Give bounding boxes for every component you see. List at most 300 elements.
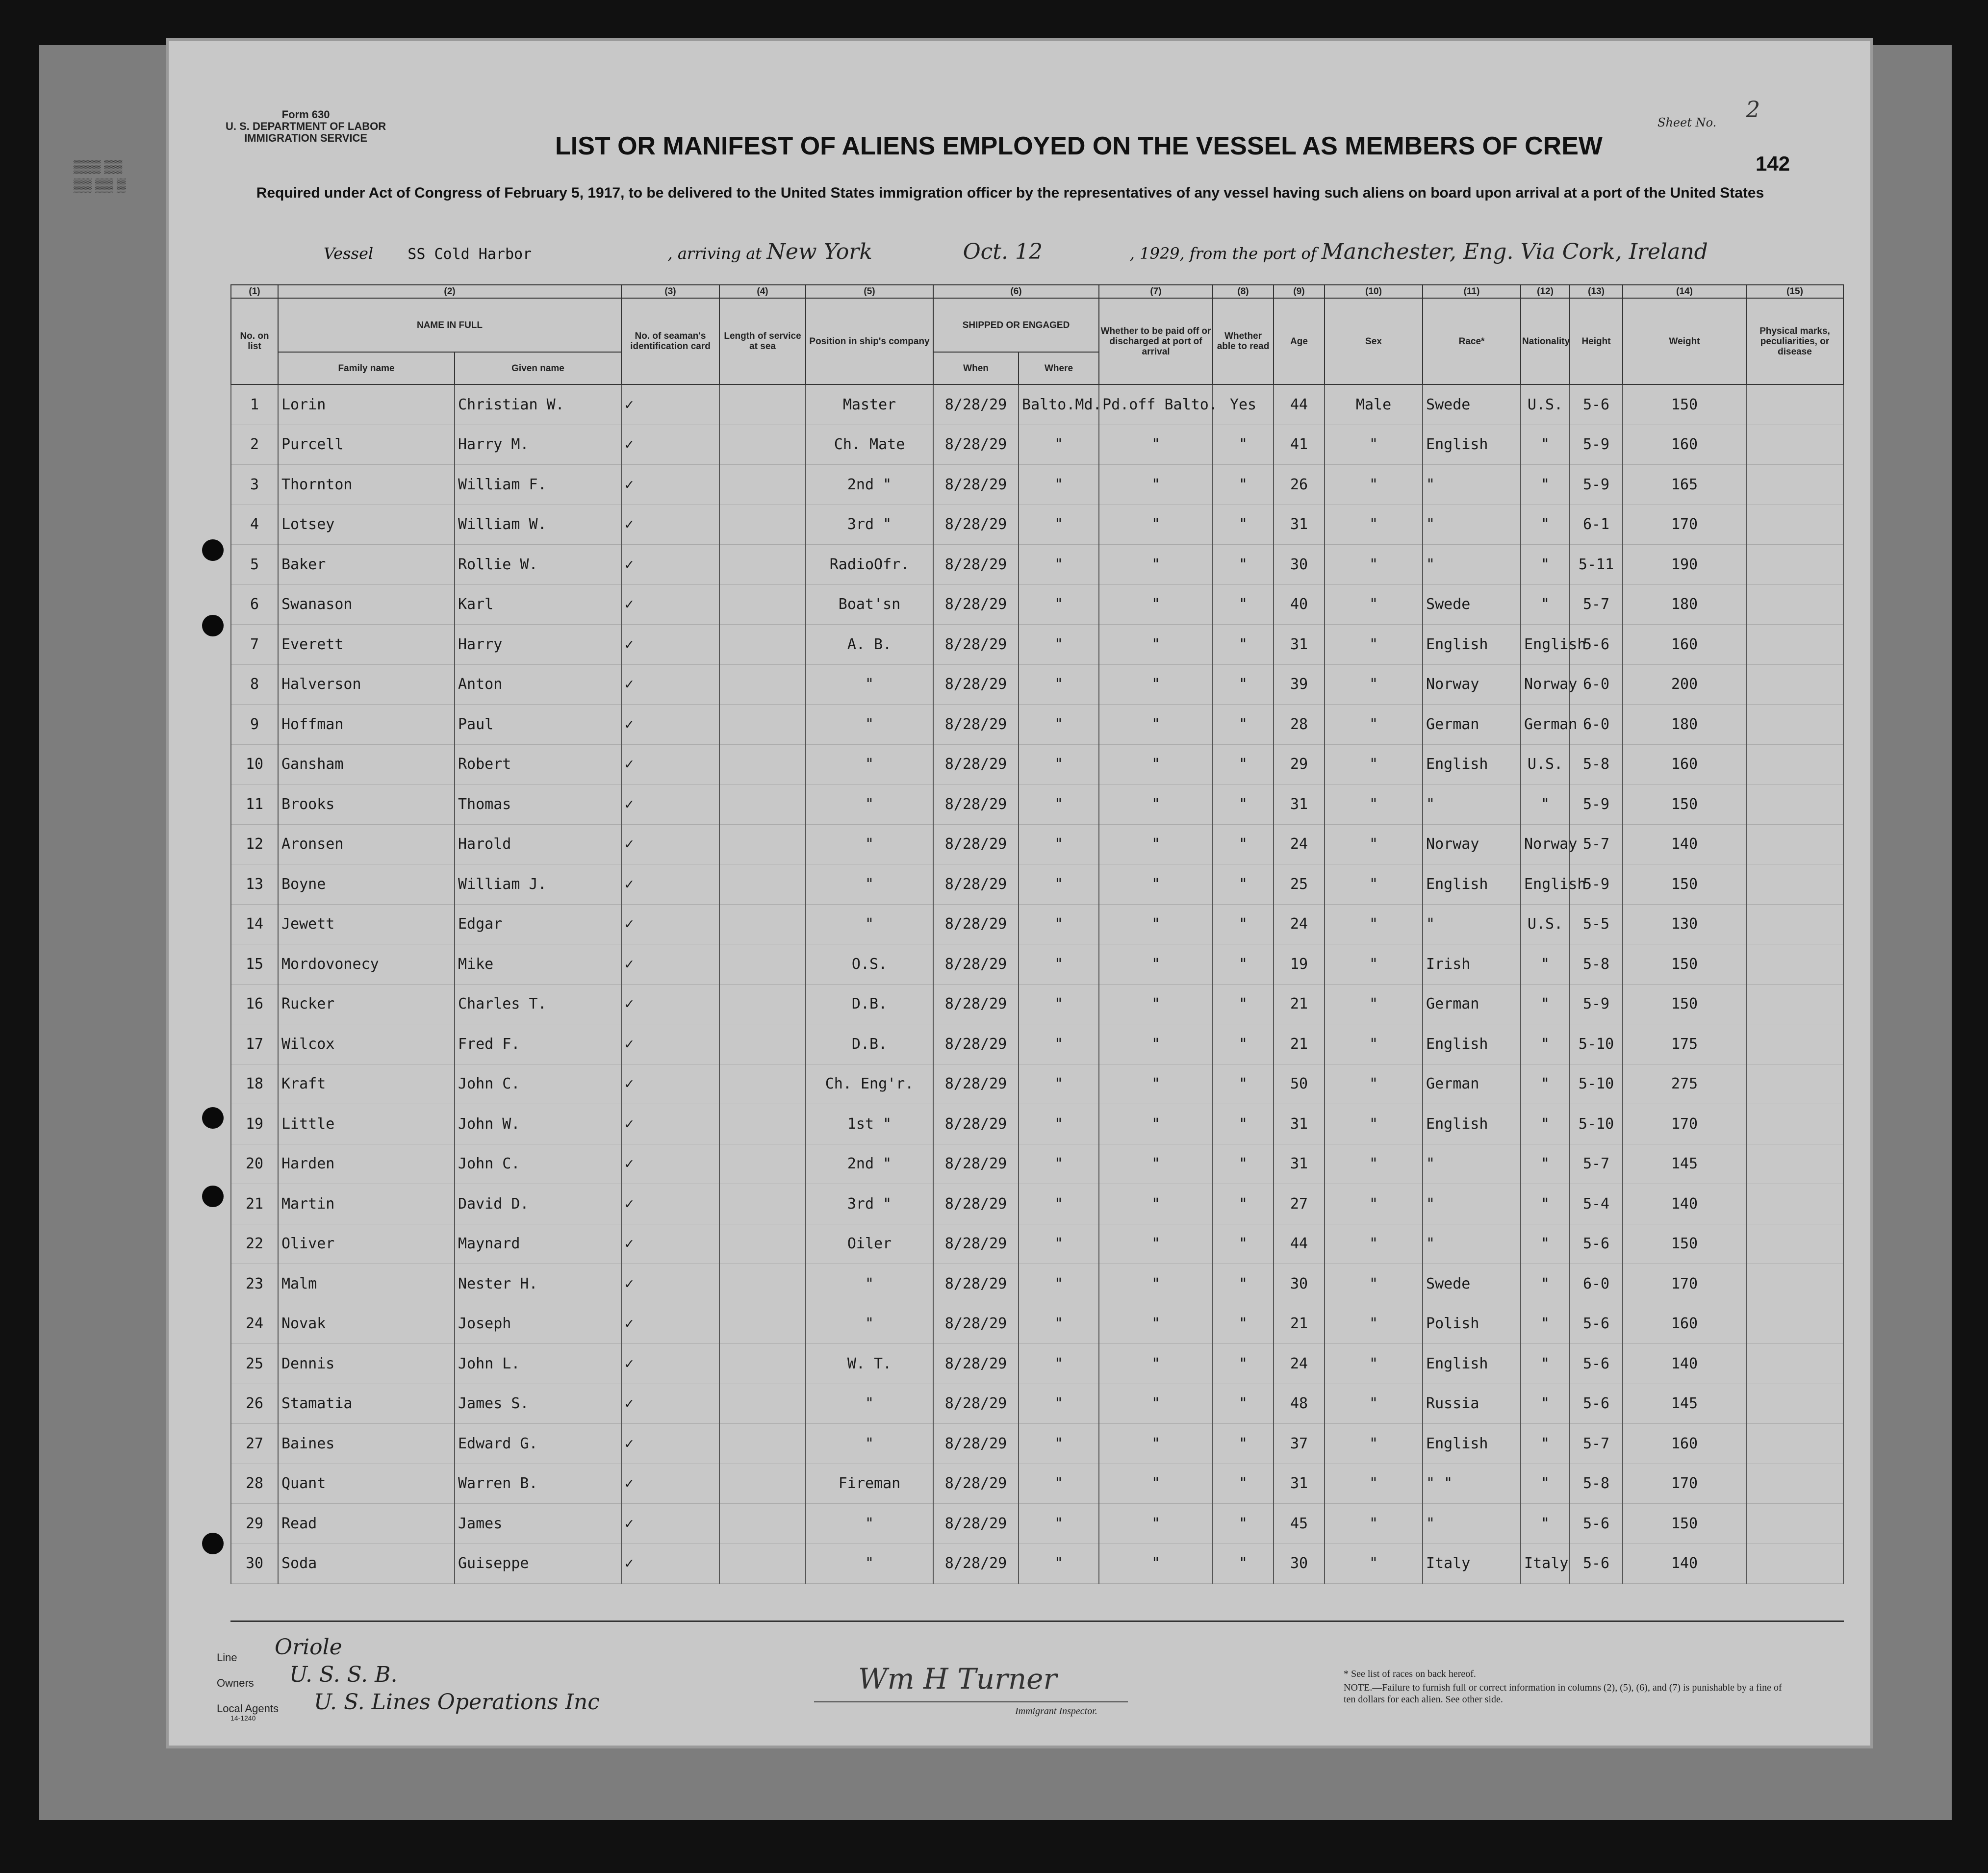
cell-when: 8/28/29 — [933, 824, 1019, 864]
cell-given: Harold — [455, 824, 621, 864]
cell-family: Purcell — [278, 425, 455, 465]
cell-length-service — [719, 1384, 806, 1424]
cell-family: Thornton — [278, 465, 455, 505]
column-number: (14) — [1623, 285, 1746, 298]
cell-empty — [1746, 1344, 1843, 1384]
cell-empty — [1746, 545, 1843, 585]
cell-height: 5-6 — [1570, 625, 1623, 665]
cell-empty — [1746, 1224, 1843, 1264]
cell-where: " — [1019, 785, 1099, 825]
cell-check: ✓ — [621, 1064, 719, 1104]
cell-read: " — [1213, 1464, 1274, 1504]
cell-position: D.B. — [806, 984, 933, 1024]
owners-label: Owners — [217, 1677, 254, 1689]
cell-age: 50 — [1274, 1064, 1325, 1104]
signature-line — [814, 1701, 1128, 1702]
cell-empty — [1746, 1304, 1843, 1344]
cell-weight: 170 — [1623, 505, 1746, 545]
crew-rows — [231, 384, 1843, 1584]
cell-race: Irish — [1423, 944, 1521, 985]
cell-paid: " — [1099, 1264, 1213, 1304]
cell-height: 6-0 — [1570, 664, 1623, 705]
cell-no: 13 — [231, 864, 278, 905]
cell-sex: " — [1325, 944, 1423, 985]
cell-read: " — [1213, 465, 1274, 505]
cell-race: German — [1423, 705, 1521, 745]
cell-sex: " — [1325, 1504, 1423, 1544]
cell-when: 8/28/29 — [933, 625, 1019, 665]
cell-age: 37 — [1274, 1424, 1325, 1464]
cell-position: 3rd " — [806, 505, 933, 545]
cell-weight: 180 — [1623, 705, 1746, 745]
cell-position: Ch. Mate — [806, 425, 933, 465]
cell-empty — [1746, 824, 1843, 864]
cell-paid: " — [1099, 904, 1213, 944]
cell-position: 2nd " — [806, 1144, 933, 1184]
cell-weight: 170 — [1623, 1104, 1746, 1144]
cell-where: " — [1019, 1304, 1099, 1344]
cell-race: Russia — [1423, 1384, 1521, 1424]
cell-where: " — [1019, 984, 1099, 1024]
cell-when: 8/28/29 — [933, 545, 1019, 585]
cell-weight: 140 — [1623, 1344, 1746, 1384]
cell-position: Ch. Eng'r. — [806, 1064, 933, 1104]
cell-where: " — [1019, 744, 1099, 785]
cell-nationality: " — [1521, 584, 1570, 625]
cell-race: Swede — [1423, 1264, 1521, 1304]
cell-position: 1st " — [806, 1104, 933, 1144]
cell-sex: " — [1325, 1104, 1423, 1144]
cell-length-service — [719, 705, 806, 745]
cell-where: " — [1019, 1264, 1099, 1304]
cell-height: 5-4 — [1570, 1184, 1623, 1224]
cell-given: David D. — [455, 1184, 621, 1224]
cell-no: 16 — [231, 984, 278, 1024]
cell-family: Read — [278, 1504, 455, 1544]
cell-empty — [1746, 1144, 1843, 1184]
cell-read: " — [1213, 1264, 1274, 1304]
cell-no: 17 — [231, 1024, 278, 1064]
cell-when: 8/28/29 — [933, 1504, 1019, 1544]
cell-when: 8/28/29 — [933, 1544, 1019, 1584]
cell-read: " — [1213, 1104, 1274, 1144]
cell-nationality: " — [1521, 425, 1570, 465]
cell-weight: 160 — [1623, 625, 1746, 665]
cell-paid: " — [1099, 1424, 1213, 1464]
cell-family: Aronsen — [278, 824, 455, 864]
cell-sex: " — [1325, 584, 1423, 625]
cell-length-service — [719, 505, 806, 545]
cell-read: Yes — [1213, 384, 1274, 425]
cell-check: ✓ — [621, 1184, 719, 1224]
cell-race: English — [1423, 1024, 1521, 1064]
cell-read: " — [1213, 1144, 1274, 1184]
cell-given: Edgar — [455, 904, 621, 944]
cell-sex: " — [1325, 1544, 1423, 1584]
cell-when: 8/28/29 — [933, 864, 1019, 905]
cell-where: " — [1019, 1464, 1099, 1504]
cell-family: Kraft — [278, 1064, 455, 1104]
cell-paid: " — [1099, 944, 1213, 985]
cell-age: 26 — [1274, 465, 1325, 505]
cell-age: 30 — [1274, 545, 1325, 585]
cell-no: 21 — [231, 1184, 278, 1224]
cell-check: ✓ — [621, 1024, 719, 1064]
vessel-label: Vessel — [324, 244, 374, 263]
cell-read: " — [1213, 1384, 1274, 1424]
table-row — [231, 1104, 1843, 1144]
cell-position: " — [806, 1424, 933, 1464]
cell-paid: " — [1099, 1144, 1213, 1184]
cell-given: Maynard — [455, 1224, 621, 1264]
cell-position: Oiler — [806, 1224, 933, 1264]
column-header-row — [231, 298, 1843, 352]
cell-age: 44 — [1274, 384, 1325, 425]
local-agents-label: Local Agents — [217, 1702, 279, 1715]
cell-age: 31 — [1274, 505, 1325, 545]
col-height: Height — [1570, 298, 1623, 384]
punch-hole — [202, 615, 224, 636]
cell-sex: " — [1325, 1424, 1423, 1464]
cell-check: ✓ — [621, 664, 719, 705]
cell-position: D.B. — [806, 1024, 933, 1064]
cell-given: Karl — [455, 584, 621, 625]
cell-sex: " — [1325, 1184, 1423, 1224]
cell-where: " — [1019, 1104, 1099, 1144]
cell-race: " " — [1423, 1464, 1521, 1504]
cell-check: ✓ — [621, 384, 719, 425]
cell-check: ✓ — [621, 1304, 719, 1344]
cell-paid: " — [1099, 705, 1213, 745]
cell-empty — [1746, 584, 1843, 625]
cell-race: " — [1423, 904, 1521, 944]
cell-no: 30 — [231, 1544, 278, 1584]
cell-when: 8/28/29 — [933, 1384, 1019, 1424]
cell-race: Swede — [1423, 384, 1521, 425]
cell-sex: " — [1325, 904, 1423, 944]
cell-paid: " — [1099, 744, 1213, 785]
cell-given: William W. — [455, 505, 621, 545]
cell-race: English — [1423, 1344, 1521, 1384]
table-row — [231, 1504, 1843, 1544]
cell-given: Nester H. — [455, 1264, 621, 1304]
cell-weight: 275 — [1623, 1064, 1746, 1104]
cell-family: Harden — [278, 1144, 455, 1184]
line-label: Line — [217, 1651, 237, 1664]
cell-weight: 175 — [1623, 1024, 1746, 1064]
cell-length-service — [719, 864, 806, 905]
cell-length-service — [719, 1144, 806, 1184]
cell-read: " — [1213, 1504, 1274, 1544]
cell-no: 4 — [231, 505, 278, 545]
cell-race: Norway — [1423, 824, 1521, 864]
table-row — [231, 705, 1843, 745]
cell-race: English — [1423, 864, 1521, 905]
cell-height: 5-8 — [1570, 944, 1623, 985]
partial-stamp: ▒▒▒ ▒▒ ▒▒ ▒▒ ▒ — [74, 159, 126, 192]
cell-empty — [1746, 785, 1843, 825]
cell-age: 31 — [1274, 1464, 1325, 1504]
cell-paid: Pd.off Balto. — [1099, 384, 1213, 425]
table-row — [231, 545, 1843, 585]
page-subtitle: Required under Act of Congress of February 5, 1917, to be delivered to the United States immigration officer by the representatives of any vessel having such aliens on board upon arrival at a port of the United States — [256, 185, 1764, 201]
cell-no: 22 — [231, 1224, 278, 1264]
cell-position: " — [806, 1264, 933, 1304]
cell-age: 19 — [1274, 944, 1325, 985]
cell-paid: " — [1099, 425, 1213, 465]
cell-read: " — [1213, 584, 1274, 625]
cell-nationality: " — [1521, 1424, 1570, 1464]
cell-race: " — [1423, 785, 1521, 825]
col-sex: Sex — [1325, 298, 1423, 384]
cell-given: Mike — [455, 944, 621, 985]
cell-check: ✓ — [621, 705, 719, 745]
cell-where: " — [1019, 584, 1099, 625]
punch-hole — [202, 539, 224, 561]
cell-read: " — [1213, 1304, 1274, 1344]
cell-no: 11 — [231, 785, 278, 825]
cell-height: 5-9 — [1570, 864, 1623, 905]
cell-height: 6-0 — [1570, 705, 1623, 745]
cell-sex: " — [1325, 744, 1423, 785]
cell-no: 29 — [231, 1504, 278, 1544]
cell-where: " — [1019, 1424, 1099, 1464]
cell-nationality: " — [1521, 1104, 1570, 1144]
cell-check: ✓ — [621, 1144, 719, 1184]
table-row — [231, 1184, 1843, 1224]
table-row — [231, 1024, 1843, 1064]
cell-empty — [1746, 864, 1843, 905]
cell-no: 7 — [231, 625, 278, 665]
cell-given: Rollie W. — [455, 545, 621, 585]
cell-nationality: U.S. — [1521, 904, 1570, 944]
cell-age: 39 — [1274, 664, 1325, 705]
cell-where: " — [1019, 944, 1099, 985]
cell-given: John W. — [455, 1104, 621, 1144]
cell-position: 2nd " — [806, 465, 933, 505]
cell-family: Stamatia — [278, 1384, 455, 1424]
cell-sex: " — [1325, 705, 1423, 745]
page-number: 142 — [1756, 152, 1790, 175]
cell-height: 5-9 — [1570, 984, 1623, 1024]
table-row — [231, 1544, 1843, 1584]
cell-no: 15 — [231, 944, 278, 985]
cell-paid: " — [1099, 824, 1213, 864]
cell-read: " — [1213, 1544, 1274, 1584]
cell-nationality: " — [1521, 1224, 1570, 1264]
column-number: (6) — [933, 285, 1099, 298]
cell-height: 5-7 — [1570, 584, 1623, 625]
cell-sex: " — [1325, 864, 1423, 905]
cell-height: 5-8 — [1570, 744, 1623, 785]
cell-height: 5-5 — [1570, 904, 1623, 944]
cell-check: ✓ — [621, 425, 719, 465]
cell-no: 14 — [231, 904, 278, 944]
cell-no: 3 — [231, 465, 278, 505]
cell-weight: 160 — [1623, 425, 1746, 465]
table-row — [231, 1224, 1843, 1264]
cell-position: A. B. — [806, 625, 933, 665]
cell-position: Master — [806, 384, 933, 425]
cell-position: W. T. — [806, 1344, 933, 1384]
cell-read: " — [1213, 505, 1274, 545]
column-number: (12) — [1521, 285, 1570, 298]
cell-paid: " — [1099, 984, 1213, 1024]
cell-nationality: German — [1521, 705, 1570, 745]
cell-family: Little — [278, 1104, 455, 1144]
cell-nationality: " — [1521, 1184, 1570, 1224]
cell-where: " — [1019, 1224, 1099, 1264]
cell-sex: " — [1325, 545, 1423, 585]
cell-given: Paul — [455, 705, 621, 745]
cell-weight: 160 — [1623, 1304, 1746, 1344]
cell-age: 25 — [1274, 864, 1325, 905]
cell-age: 21 — [1274, 1024, 1325, 1064]
cell-weight: 150 — [1623, 1224, 1746, 1264]
table-row — [231, 904, 1843, 944]
cell-height: 5-7 — [1570, 1424, 1623, 1464]
sheet-number: 2 — [1746, 96, 1760, 123]
cell-race: Italy — [1423, 1544, 1521, 1584]
table-row — [231, 1384, 1843, 1424]
cell-given: Joseph — [455, 1304, 621, 1344]
cell-no: 28 — [231, 1464, 278, 1504]
cell-where: Balto.Md. — [1019, 384, 1099, 425]
cell-given: Charles T. — [455, 984, 621, 1024]
cell-height: 5-8 — [1570, 1464, 1623, 1504]
cell-paid: " — [1099, 505, 1213, 545]
cell-read: " — [1213, 744, 1274, 785]
col-position: Position in ship's company — [806, 298, 933, 384]
cell-read: " — [1213, 705, 1274, 745]
cell-when: 8/28/29 — [933, 785, 1019, 825]
cell-position: " — [806, 705, 933, 745]
cell-length-service — [719, 625, 806, 665]
cell-nationality: " — [1521, 1264, 1570, 1304]
cell-no: 8 — [231, 664, 278, 705]
cell-family: Brooks — [278, 785, 455, 825]
cell-length-service — [719, 1024, 806, 1064]
cell-nationality: Norway — [1521, 664, 1570, 705]
column-number: (8) — [1213, 285, 1274, 298]
cell-age: 29 — [1274, 744, 1325, 785]
cell-paid: " — [1099, 1544, 1213, 1584]
cell-when: 8/28/29 — [933, 584, 1019, 625]
cell-check: ✓ — [621, 1264, 719, 1304]
cell-race: Swede — [1423, 584, 1521, 625]
cell-nationality: U.S. — [1521, 384, 1570, 425]
cell-no: 20 — [231, 1144, 278, 1184]
cell-given: John L. — [455, 1344, 621, 1384]
cell-sex: " — [1325, 1304, 1423, 1344]
cell-read: " — [1213, 1424, 1274, 1464]
cell-paid: " — [1099, 625, 1213, 665]
cell-nationality: " — [1521, 505, 1570, 545]
cell-sex: " — [1325, 625, 1423, 665]
arrival-port: New York — [766, 239, 873, 264]
cell-nationality: " — [1521, 984, 1570, 1024]
cell-paid: " — [1099, 1384, 1213, 1424]
cell-nationality: " — [1521, 465, 1570, 505]
cell-sex: " — [1325, 1024, 1423, 1064]
table-row — [231, 744, 1843, 785]
cell-given: William F. — [455, 465, 621, 505]
cell-check: ✓ — [621, 744, 719, 785]
table-row — [231, 505, 1843, 545]
cell-race: " — [1423, 1184, 1521, 1224]
table-row — [231, 1304, 1843, 1344]
table-row — [231, 1464, 1843, 1504]
cell-empty — [1746, 664, 1843, 705]
cell-no: 2 — [231, 425, 278, 465]
cell-age: 31 — [1274, 785, 1325, 825]
form-code: 14-1240 — [230, 1714, 256, 1722]
cell-sex: " — [1325, 1144, 1423, 1184]
cell-family: Baines — [278, 1424, 455, 1464]
table-row — [231, 1144, 1843, 1184]
table-row — [231, 664, 1843, 705]
cell-height: 6-0 — [1570, 1264, 1623, 1304]
col-paid-off: Whether to be paid off or discharged at port of arrival — [1099, 298, 1213, 384]
cell-age: 24 — [1274, 904, 1325, 944]
cell-where: " — [1019, 425, 1099, 465]
cell-height: 5-10 — [1570, 1104, 1623, 1144]
cell-age: 45 — [1274, 1504, 1325, 1544]
line-value: Oriole — [275, 1635, 342, 1660]
cell-age: 27 — [1274, 1184, 1325, 1224]
cell-check: ✓ — [621, 505, 719, 545]
cell-given: Harry — [455, 625, 621, 665]
cell-age: 21 — [1274, 1304, 1325, 1344]
punch-hole — [202, 1533, 224, 1554]
cell-nationality: Italy — [1521, 1544, 1570, 1584]
cell-length-service — [719, 744, 806, 785]
column-number: (1) — [231, 285, 278, 298]
column-number: (9) — [1274, 285, 1325, 298]
col-age: Age — [1274, 298, 1325, 384]
cell-when: 8/28/29 — [933, 384, 1019, 425]
cell-age: 21 — [1274, 984, 1325, 1024]
cell-when: 8/28/29 — [933, 505, 1019, 545]
local-agents-value: U. S. Lines Operations Inc — [314, 1690, 600, 1715]
cell-no: 26 — [231, 1384, 278, 1424]
cell-where: " — [1019, 705, 1099, 745]
cell-sex: " — [1325, 1344, 1423, 1384]
cell-height: 5-10 — [1570, 1024, 1623, 1064]
cell-sex: " — [1325, 664, 1423, 705]
cell-race: English — [1423, 744, 1521, 785]
cell-read: " — [1213, 425, 1274, 465]
department-name: U. S. DEPARTMENT OF LABOR — [226, 120, 386, 132]
cell-check: ✓ — [621, 1424, 719, 1464]
cell-family: Lorin — [278, 384, 455, 425]
table-row — [231, 1264, 1843, 1304]
cell-length-service — [719, 1344, 806, 1384]
cell-position: " — [806, 904, 933, 944]
cell-length-service — [719, 1184, 806, 1224]
cell-sex: Male — [1325, 384, 1423, 425]
cell-race: " — [1423, 545, 1521, 585]
cell-no: 19 — [231, 1104, 278, 1144]
cell-height: 5-7 — [1570, 1144, 1623, 1184]
cell-weight: 170 — [1623, 1264, 1746, 1304]
column-number: (11) — [1423, 285, 1521, 298]
cell-position: " — [806, 1304, 933, 1344]
col-shipped-engaged: SHIPPED OR ENGAGED — [933, 298, 1099, 352]
col-physical-marks: Physical marks, peculiarities, or disease — [1746, 298, 1843, 384]
crew-manifest-table — [230, 284, 1844, 1584]
cell-age: 30 — [1274, 1544, 1325, 1584]
